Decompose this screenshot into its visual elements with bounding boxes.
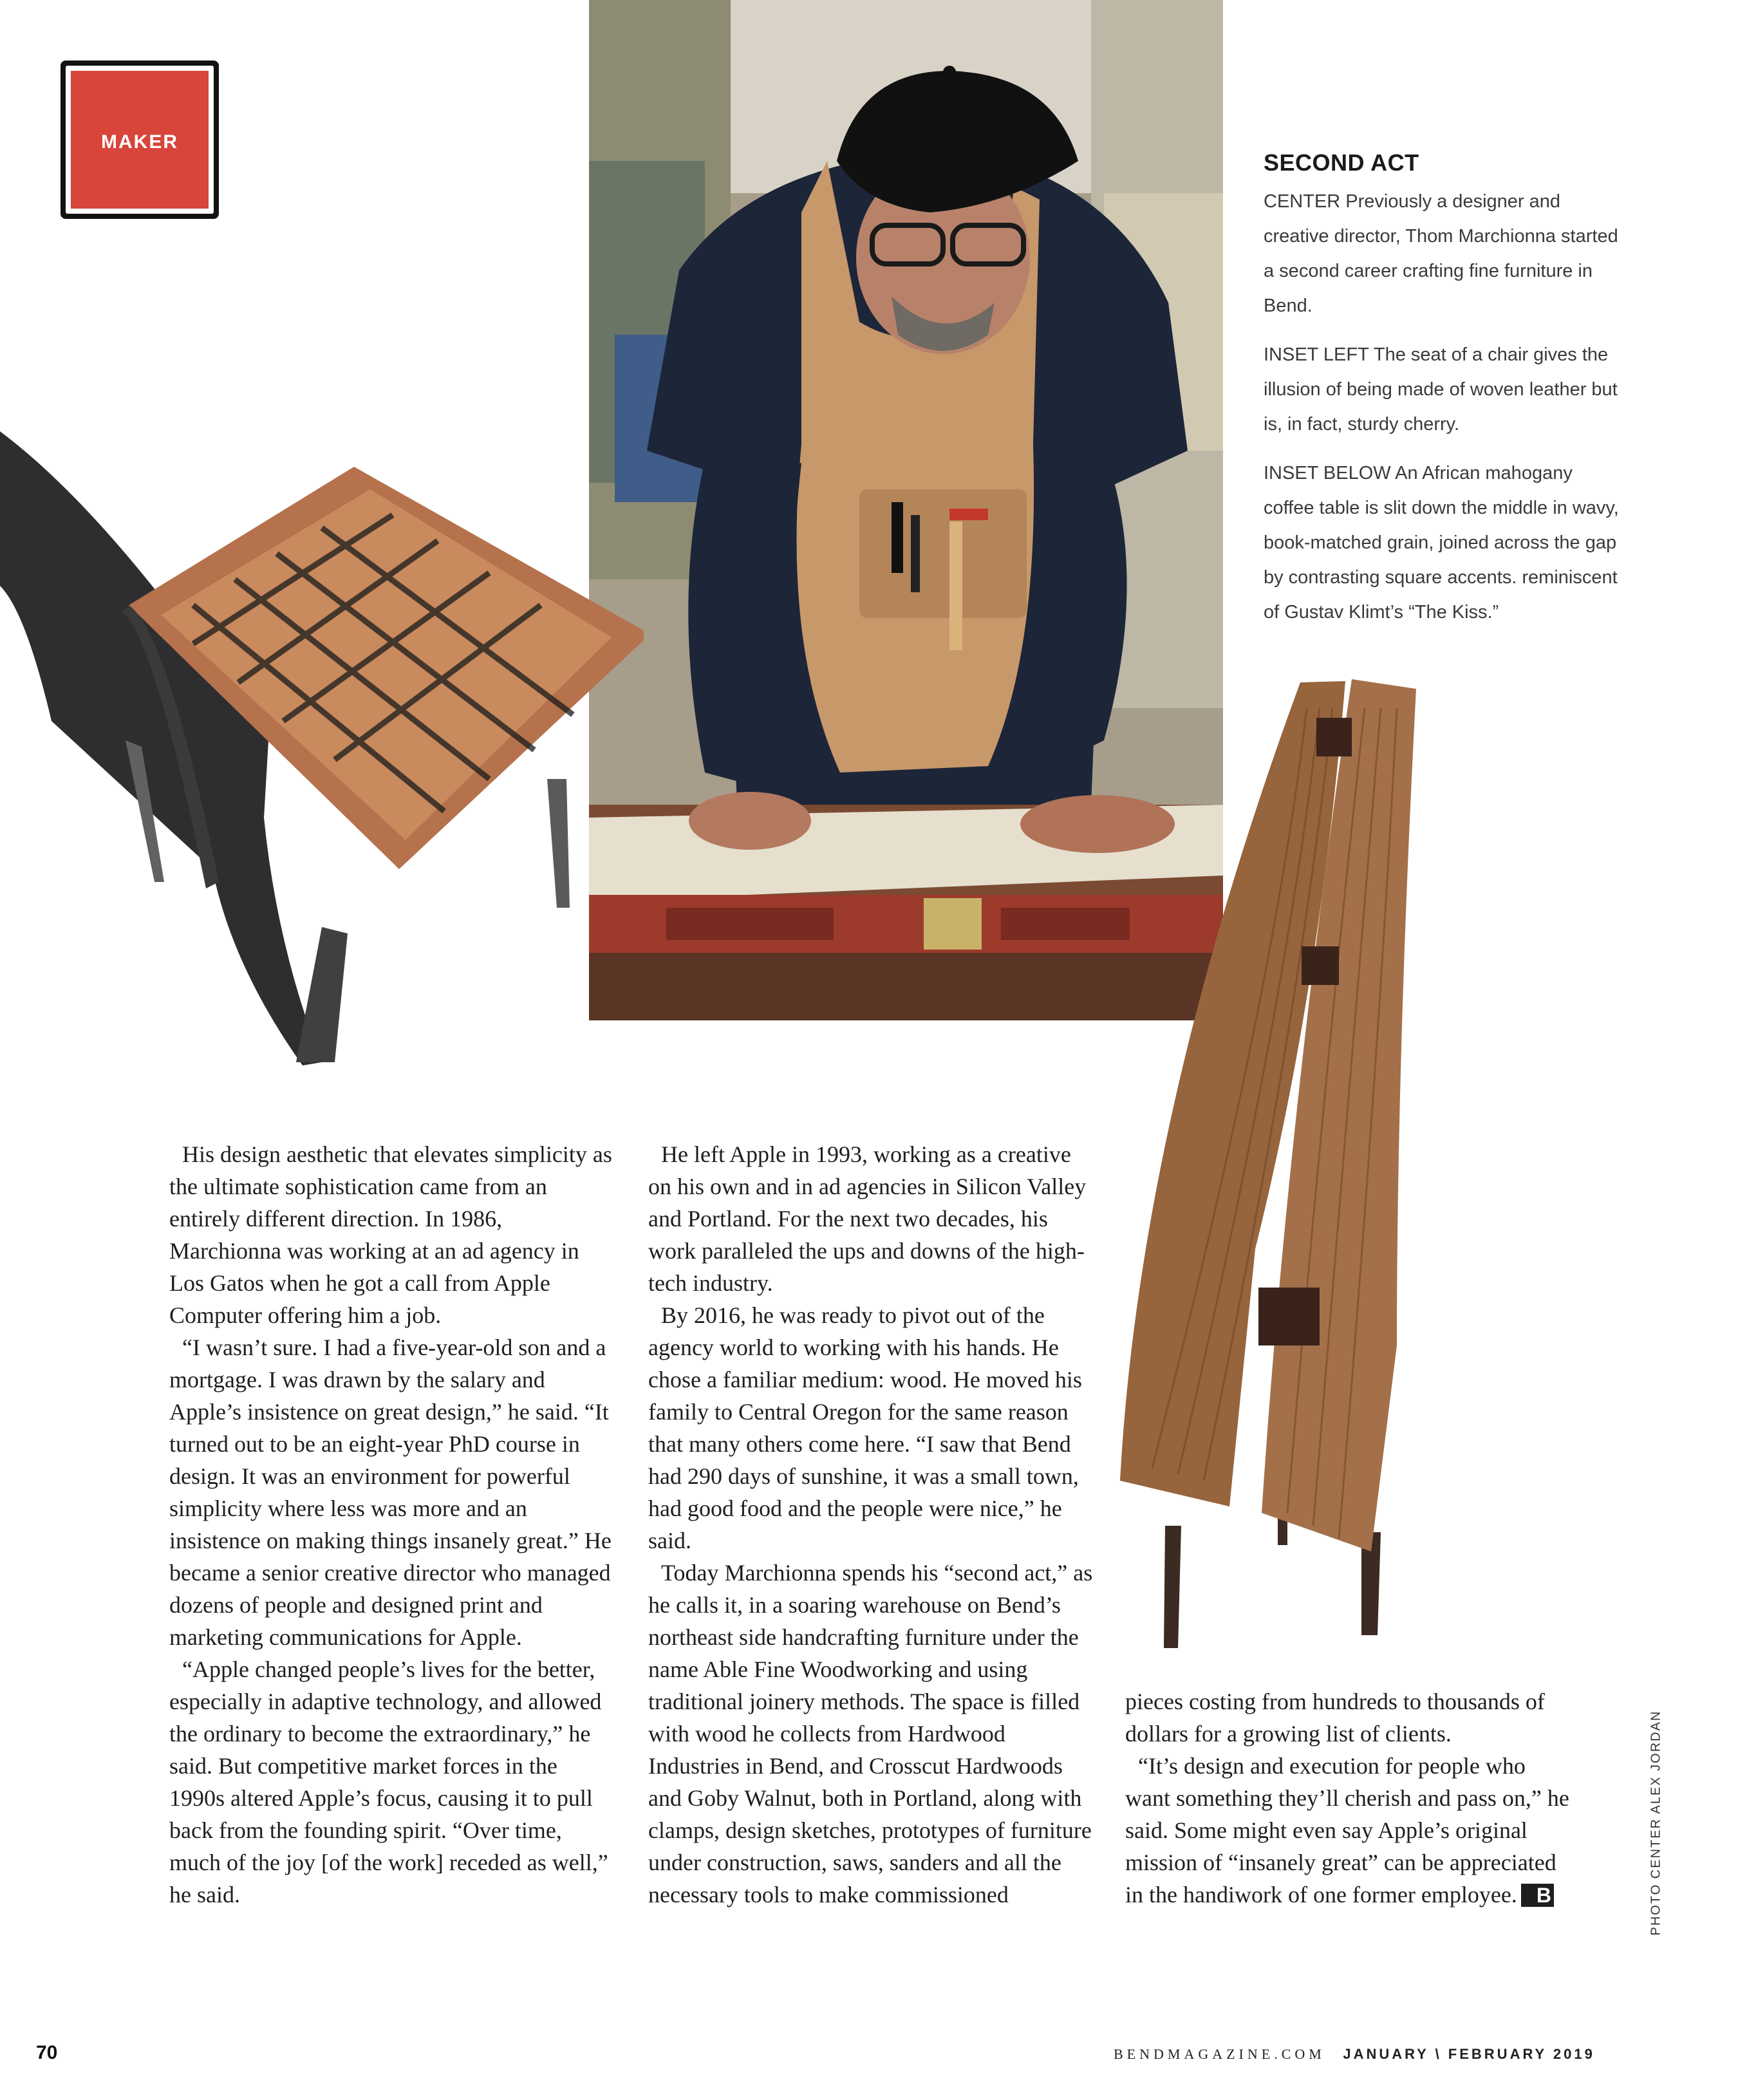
paragraph: His design aesthetic that elevates simplicity as the ultimate sophistication came from an entirely different direction. In 1986, Marchionna was working at an ad agency in Los Gatos when he got a call from Apple Computer offering him a job. <box>169 1141 612 1328</box>
caption-inset-below <box>1264 456 1624 630</box>
end-mark: B <box>1521 1884 1554 1907</box>
article-column-1 <box>169 1138 613 1911</box>
article-column-3 <box>1125 1685 1576 1911</box>
article-column-2 <box>648 1138 1099 1911</box>
coffee-table-photo <box>1094 670 1442 1661</box>
chair-seat-photo <box>0 418 644 1075</box>
caption-inset-left <box>1264 337 1624 442</box>
caption-tag: CENTER <box>1264 191 1341 212</box>
paragraph: By 2016, he was ready to pivot out of the agency world to working with his hands. He chose a familiar medium: wood. He moved his family to Central Oregon for the same reason that many others come here. “I saw that Bend had 290 days of sunshine, it was a small town, had good food and the people were nice,” he said. <box>648 1302 1082 1553</box>
paragraph: pieces costing from hundreds to thousands of dollars for a growing list of clients. <box>1125 1689 1545 1747</box>
footer-date: JANUARY \ FEBRUARY 2019 <box>1343 2046 1595 2062</box>
footer-site: BENDMAGAZINE.COM <box>1114 2046 1325 2062</box>
caption-center <box>1264 184 1624 323</box>
caption-tag: INSET LEFT <box>1264 344 1369 365</box>
caption-heading: SECOND ACT <box>1264 149 1419 176</box>
paragraph: Today Marchionna spends his “second act,” as he calls it, in a soaring warehouse on Bend’s northeast side handcrafting furniture under the name Able Fine Woodworking and using traditional joinery methods. The space is filled with wood he collects from Hardwood Industries in Bend, and Crosscut Hardwoods and Goby Walnut, both in Portland, along with clamps, design sketches, prototypes of furniture under construction, saws, sanders and all the necessary tools to make commissioned <box>648 1560 1093 1908</box>
paragraph: “Apple changed people’s lives for the better, especially in adaptive technology, and allowed the ordinary to become the extraordinary,” he said. But competitive market forces in the 1990s altered Apple’s focus, causing it to pull back from the founding spirit. “Over time, much of the joy [of the work] receded as well,” he said. <box>169 1656 608 1908</box>
footer <box>1114 2046 1595 2063</box>
paragraph <box>1125 1750 1576 1911</box>
caption-text: The seat of a chair gives the illusion of being made of woven leather but is, in fact, sturdy cherry. <box>1264 344 1618 435</box>
caption-tag: INSET BELOW <box>1264 463 1391 483</box>
paragraph: He left Apple in 1993, working as a creative on his own and in ad agencies in Silicon Valley and Portland. For the next two decades, his work paralleled the ups and downs of the high-tech industry. <box>648 1141 1087 1296</box>
photo-credit-text: PHOTO CENTER ALEX JORDAN <box>1649 1710 1663 1936</box>
photo-credit <box>1647 1710 1666 1938</box>
page-number: 70 <box>36 2042 58 2063</box>
caption-text: Previously a designer and creative director, Thom Marchionna started a second career crafting fine furniture in Bend. <box>1264 191 1618 316</box>
paragraph-text: “It’s design and execution for people who want something they’ll cherish and pass on,” he said. Some might even say Apple’s original mission of “insanely great” can be appreciated in the handiwork of one former employee. <box>1125 1753 1569 1908</box>
caption-text: An African mahogany coffee table is slit down the middle in wavy, book-matched grain, joined across the gap by contrasting square accents. reminiscent of Gustav Klimt’s “The Kiss.” <box>1264 463 1619 623</box>
paragraph: “I wasn’t sure. I had a five-year-old son and a mortgage. I was drawn by the salary and Apple’s insistence on great design,” he said. “It turned out to be an eight-year PhD course in design. It was an environment for powerful simplicity where less was more and an insistence on making things insanely great.” He became a senior creative director who managed dozens of people and designed print and marketing communications for Apple. <box>169 1335 612 1650</box>
photo-caption <box>1264 149 1624 644</box>
section-badge <box>61 61 219 219</box>
section-badge-label: MAKER <box>101 131 178 153</box>
